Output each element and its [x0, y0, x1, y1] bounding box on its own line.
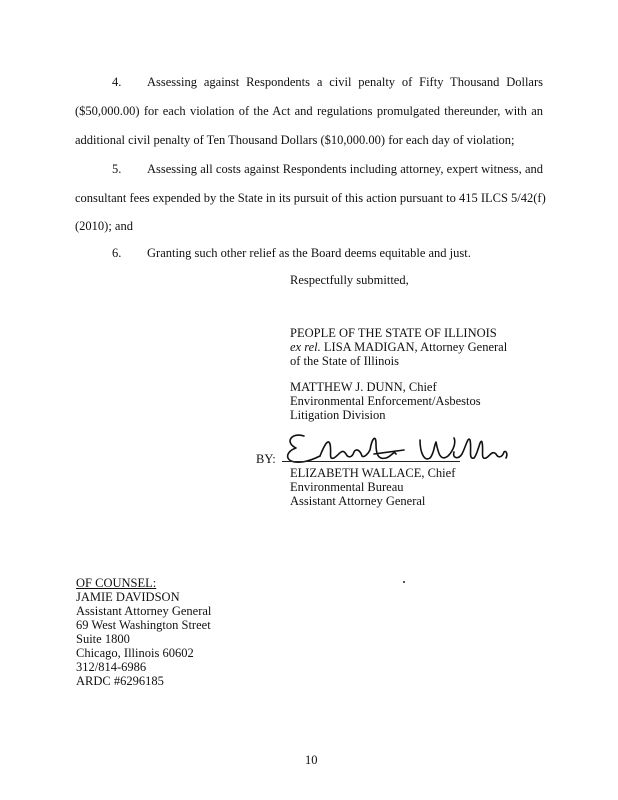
item-5-number: 5. — [112, 162, 122, 176]
item-5-line-1: Assessing all costs against Respondents including attorney, expert witness, and — [147, 162, 543, 176]
item-4-line-2: ($50,000.00) for each violation of the Act and regulations promulgated thereunder, with an — [75, 104, 543, 118]
counsel-suite: Suite 1800 — [76, 632, 130, 646]
party-line-1: PEOPLE OF THE STATE OF ILLINOIS — [290, 326, 497, 340]
counsel-name: JAMIE DAVIDSON — [76, 590, 180, 604]
ex-rel: ex rel. — [290, 340, 321, 354]
party-line-2 — [290, 340, 507, 355]
party-line-3: of the State of Illinois — [290, 354, 400, 368]
item-5-line-3: (2010); and — [75, 219, 133, 233]
item-4-number: 4. — [112, 75, 122, 89]
counsel-heading-text: OF COUNSEL: — [76, 576, 157, 590]
item-6-line-1: Granting such other relief as the Board deems equitable and just. — [147, 246, 471, 260]
page-number: 10 — [305, 753, 318, 767]
counsel-title: Assistant Attorney General — [76, 604, 212, 618]
item-5-line-2: consultant fees expended by the State in its pursuit of this action pursuant to 415 ILCS 5/42(f) — [75, 191, 546, 205]
signer-line-3: Assistant Attorney General — [290, 494, 426, 508]
item-4-line-3: additional civil penalty of Ten Thousand Dollars ($10,000.00) for each day of violation; — [75, 133, 515, 147]
counsel-ardc: ARDC #6296185 — [76, 674, 164, 688]
chief-line-1: MATTHEW J. DUNN, Chief — [290, 380, 437, 394]
stray-mark — [403, 581, 405, 583]
attorney-general: LISA MADIGAN, Attorney General — [323, 340, 508, 354]
by-label: BY: — [256, 452, 276, 466]
item-6-number: 6. — [112, 246, 122, 260]
counsel-city: Chicago, Illinois 60602 — [76, 646, 194, 660]
counsel-phone: 312/814-6986 — [76, 660, 147, 674]
item-4-line-1: Assessing against Respondents a civil penalty of Fifty Thousand Dollars — [147, 75, 543, 89]
counsel-street: 69 West Washington Street — [76, 618, 211, 632]
signature-line — [282, 461, 460, 462]
chief-line-2: Environmental Enforcement/Asbestos — [290, 394, 481, 408]
signer-name: ELIZABETH WALLACE, Chief — [290, 466, 456, 480]
counsel-heading — [76, 576, 156, 591]
signer-line-2: Environmental Bureau — [290, 480, 404, 494]
chief-line-3: Litigation Division — [290, 408, 386, 422]
closing: Respectfully submitted, — [290, 273, 409, 287]
